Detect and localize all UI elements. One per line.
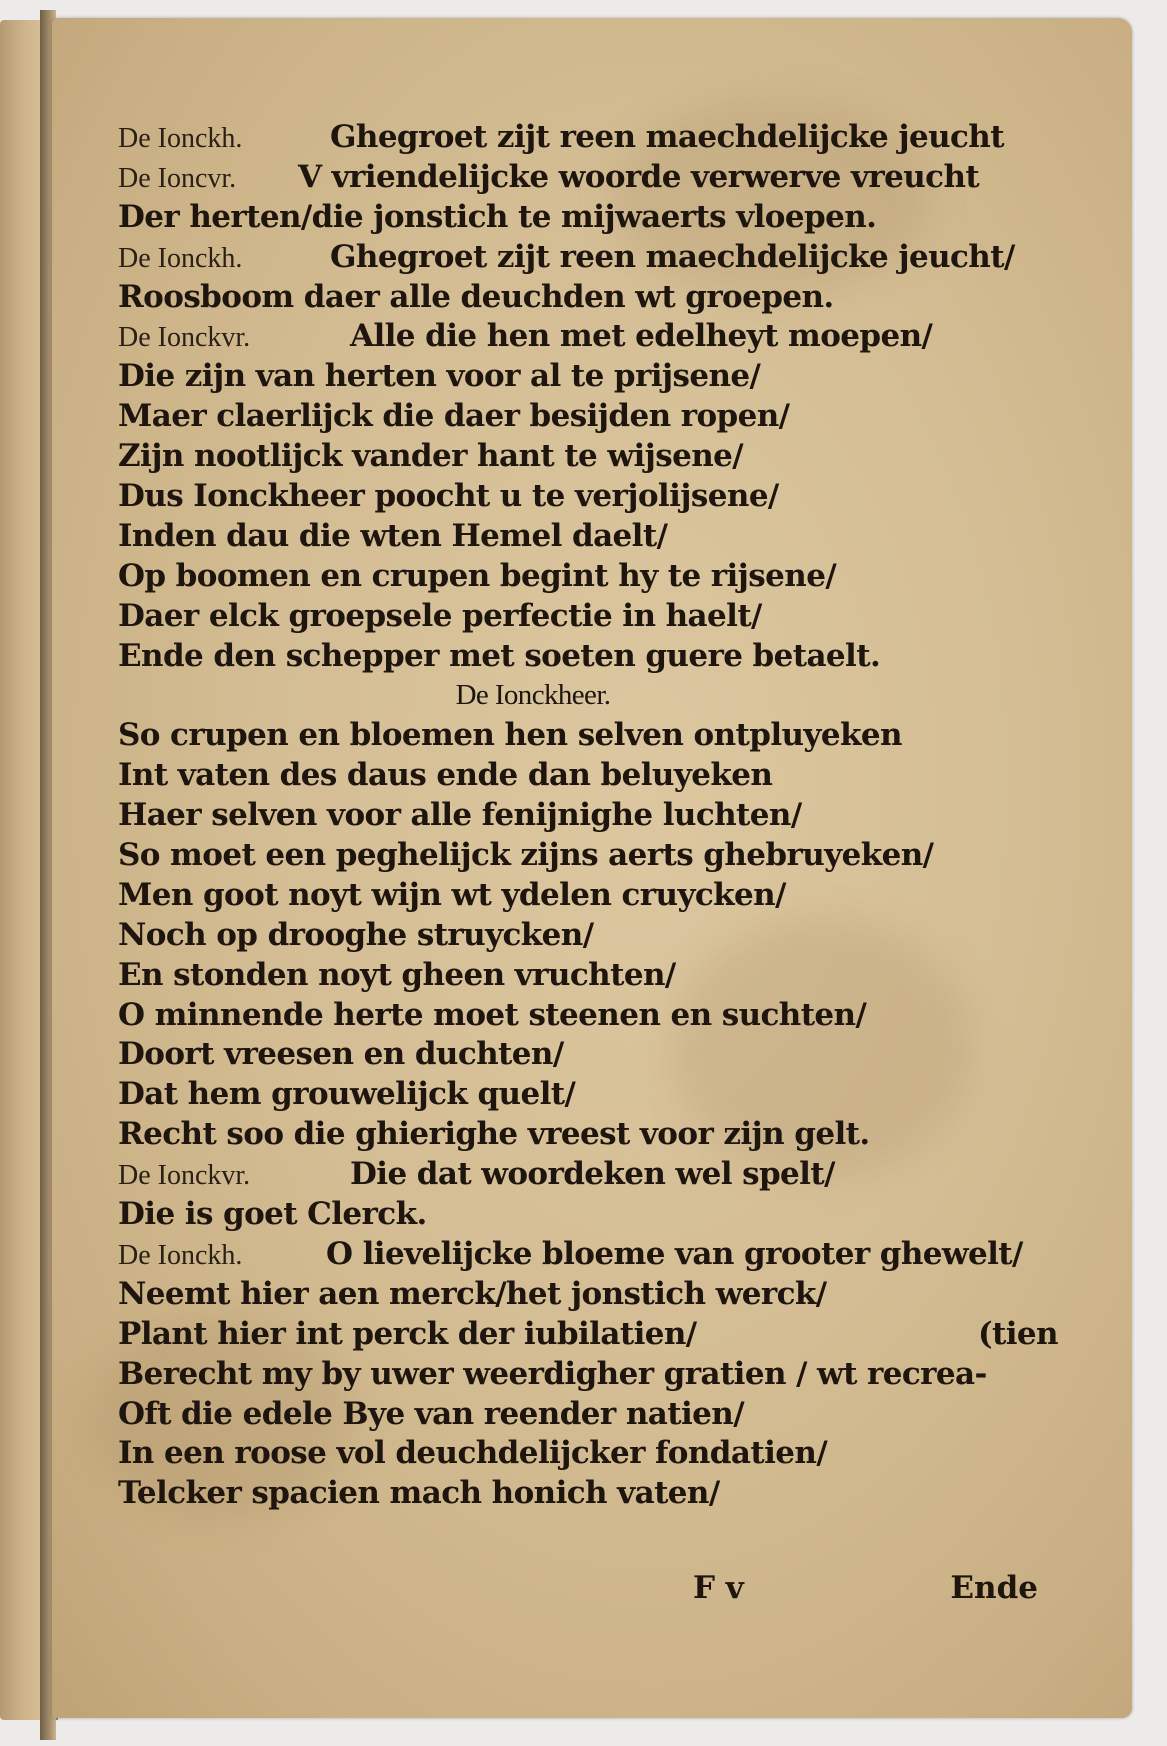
text-line bbox=[118, 517, 1058, 557]
speaker-label: De Ionckvr. bbox=[118, 322, 251, 354]
text-line bbox=[118, 1395, 1058, 1435]
text-line bbox=[118, 477, 1058, 517]
text-line bbox=[118, 876, 1058, 916]
text-line bbox=[118, 1075, 1058, 1115]
text-line bbox=[118, 637, 1058, 677]
verse-text: Dat hem grouwelijck quelt/ bbox=[118, 1076, 576, 1113]
verse-text: O lievelijcke bloeme van grooter ghewelt/ bbox=[326, 1235, 1023, 1272]
text-line bbox=[118, 1155, 1058, 1195]
verse-text: Berecht my by uwer weerdigher gratien / wt recrea- bbox=[118, 1355, 987, 1392]
verse-text: En stonden noyt gheen vruchten/ bbox=[118, 956, 676, 993]
text-line bbox=[118, 317, 1058, 357]
verse-text: Int vaten des daus ende dan beluyeken bbox=[118, 757, 773, 794]
verse-text: Zijn nootlijck vander hant te wijsene/ bbox=[118, 438, 743, 475]
page-text bbox=[118, 118, 1058, 1514]
turnover-note: (tien bbox=[977, 1315, 1058, 1352]
verse-text: Plant hier int perck der iubilatien/ bbox=[118, 1315, 697, 1352]
text-line bbox=[118, 1195, 1058, 1235]
verse-text: In een roose vol deuchdelijcker fondatien/ bbox=[118, 1435, 828, 1472]
text-line bbox=[118, 1355, 1058, 1395]
verse-text: Op boomen en crupen begint hy te rijsene/ bbox=[118, 557, 837, 594]
verse-text: Noch op drooghe struycken/ bbox=[118, 916, 594, 953]
verse-text: Ghegroet zijt reen maechdelijcke jeucht bbox=[330, 119, 1004, 155]
verse-text: Doort vreesen en duchten/ bbox=[118, 1036, 564, 1073]
text-line bbox=[118, 1315, 1058, 1355]
verse-text: Oft die edele Bye van reender natien/ bbox=[118, 1395, 744, 1432]
verse-text: Die zijn van herten voor al te prijsene/ bbox=[118, 358, 761, 395]
text-line bbox=[118, 158, 1058, 198]
text-line bbox=[118, 357, 1058, 397]
text-line bbox=[118, 916, 1058, 956]
verse-text: V vriendelijcke woorde verwerve vreucht bbox=[298, 158, 980, 195]
verse-text: Telcker spacien mach honich vaten/ bbox=[118, 1475, 720, 1512]
verse-text: So moet een peghelijck zijns aerts ghebruyeken/ bbox=[118, 837, 934, 874]
speaker-label: De Ioncvr. bbox=[118, 162, 237, 194]
text-line bbox=[118, 118, 1058, 158]
text-line bbox=[118, 557, 1058, 597]
verse-text: Daer elck groepsele perfectie in haelt/ bbox=[118, 597, 762, 634]
text-line bbox=[118, 1035, 1058, 1075]
text-line bbox=[118, 1115, 1058, 1155]
text-line bbox=[118, 1474, 1058, 1514]
verse-text: Roosboom daer alle deuchden wt groepen. bbox=[118, 278, 834, 315]
verse-text: Dus Ionckheer poocht u te verjolijsene/ bbox=[118, 478, 779, 515]
verse-text: Men goot noyt wijn wt ydelen cruycken/ bbox=[118, 876, 786, 913]
text-line bbox=[118, 836, 1058, 876]
verse-text: Die is goet Clerck. bbox=[118, 1196, 427, 1233]
verse-text: Inden dau die wten Hemel daelt/ bbox=[118, 517, 668, 554]
speaker-label: De Ionckh. bbox=[118, 1239, 243, 1271]
page-footer bbox=[118, 1570, 1038, 1620]
text-line bbox=[118, 278, 1058, 318]
text-line bbox=[118, 756, 1058, 796]
signature-mark: F v bbox=[693, 1570, 744, 1606]
speaker-label: De Ionckh. bbox=[118, 123, 243, 154]
text-line bbox=[118, 796, 1058, 836]
verse-text: So crupen en bloemen hen selven ontpluyeken bbox=[118, 717, 902, 754]
verse-text: Neemt hier aen merck/het jonstich werck/ bbox=[118, 1275, 827, 1312]
speaker-label: De Ionckh. bbox=[118, 242, 243, 274]
verse-text: Die dat woordeken wel spelt/ bbox=[350, 1156, 835, 1193]
catchword: Ende bbox=[950, 1570, 1038, 1606]
text-line bbox=[118, 238, 1058, 278]
speaker-label: De Ionckvr. bbox=[118, 1160, 251, 1192]
verse-text: Alle die hen met edelheyt moepen/ bbox=[350, 318, 933, 355]
verse-text: Der herten/die jonstich te mijwaerts vloepen. bbox=[118, 198, 877, 235]
section-heading: De Ionckheer. bbox=[455, 679, 611, 712]
verse-text: Haer selven voor alle fenijnighe luchten/ bbox=[118, 797, 802, 834]
verse-text: Maer claerlijck die daer besijden ropen/ bbox=[118, 398, 790, 435]
verse-text: Ende den schepper met soeten guere betaelt. bbox=[118, 637, 881, 674]
text-line bbox=[118, 1275, 1058, 1315]
text-line bbox=[118, 956, 1058, 996]
text-line bbox=[118, 437, 1058, 477]
text-line bbox=[118, 597, 1058, 637]
verse-text: Ghegroet zijt reen maechdelijcke jeucht/ bbox=[330, 238, 1015, 275]
text-line bbox=[118, 1434, 1058, 1474]
text-line bbox=[118, 996, 1058, 1036]
text-line bbox=[118, 1235, 1058, 1275]
text-line bbox=[118, 397, 1058, 437]
verse-text: Recht soo die ghierighe vreest voor zijn gelt. bbox=[118, 1116, 870, 1153]
verse-text: O minnende herte moet steenen en suchten/ bbox=[118, 996, 867, 1033]
text-line bbox=[118, 198, 1058, 238]
text-line bbox=[118, 716, 1058, 756]
